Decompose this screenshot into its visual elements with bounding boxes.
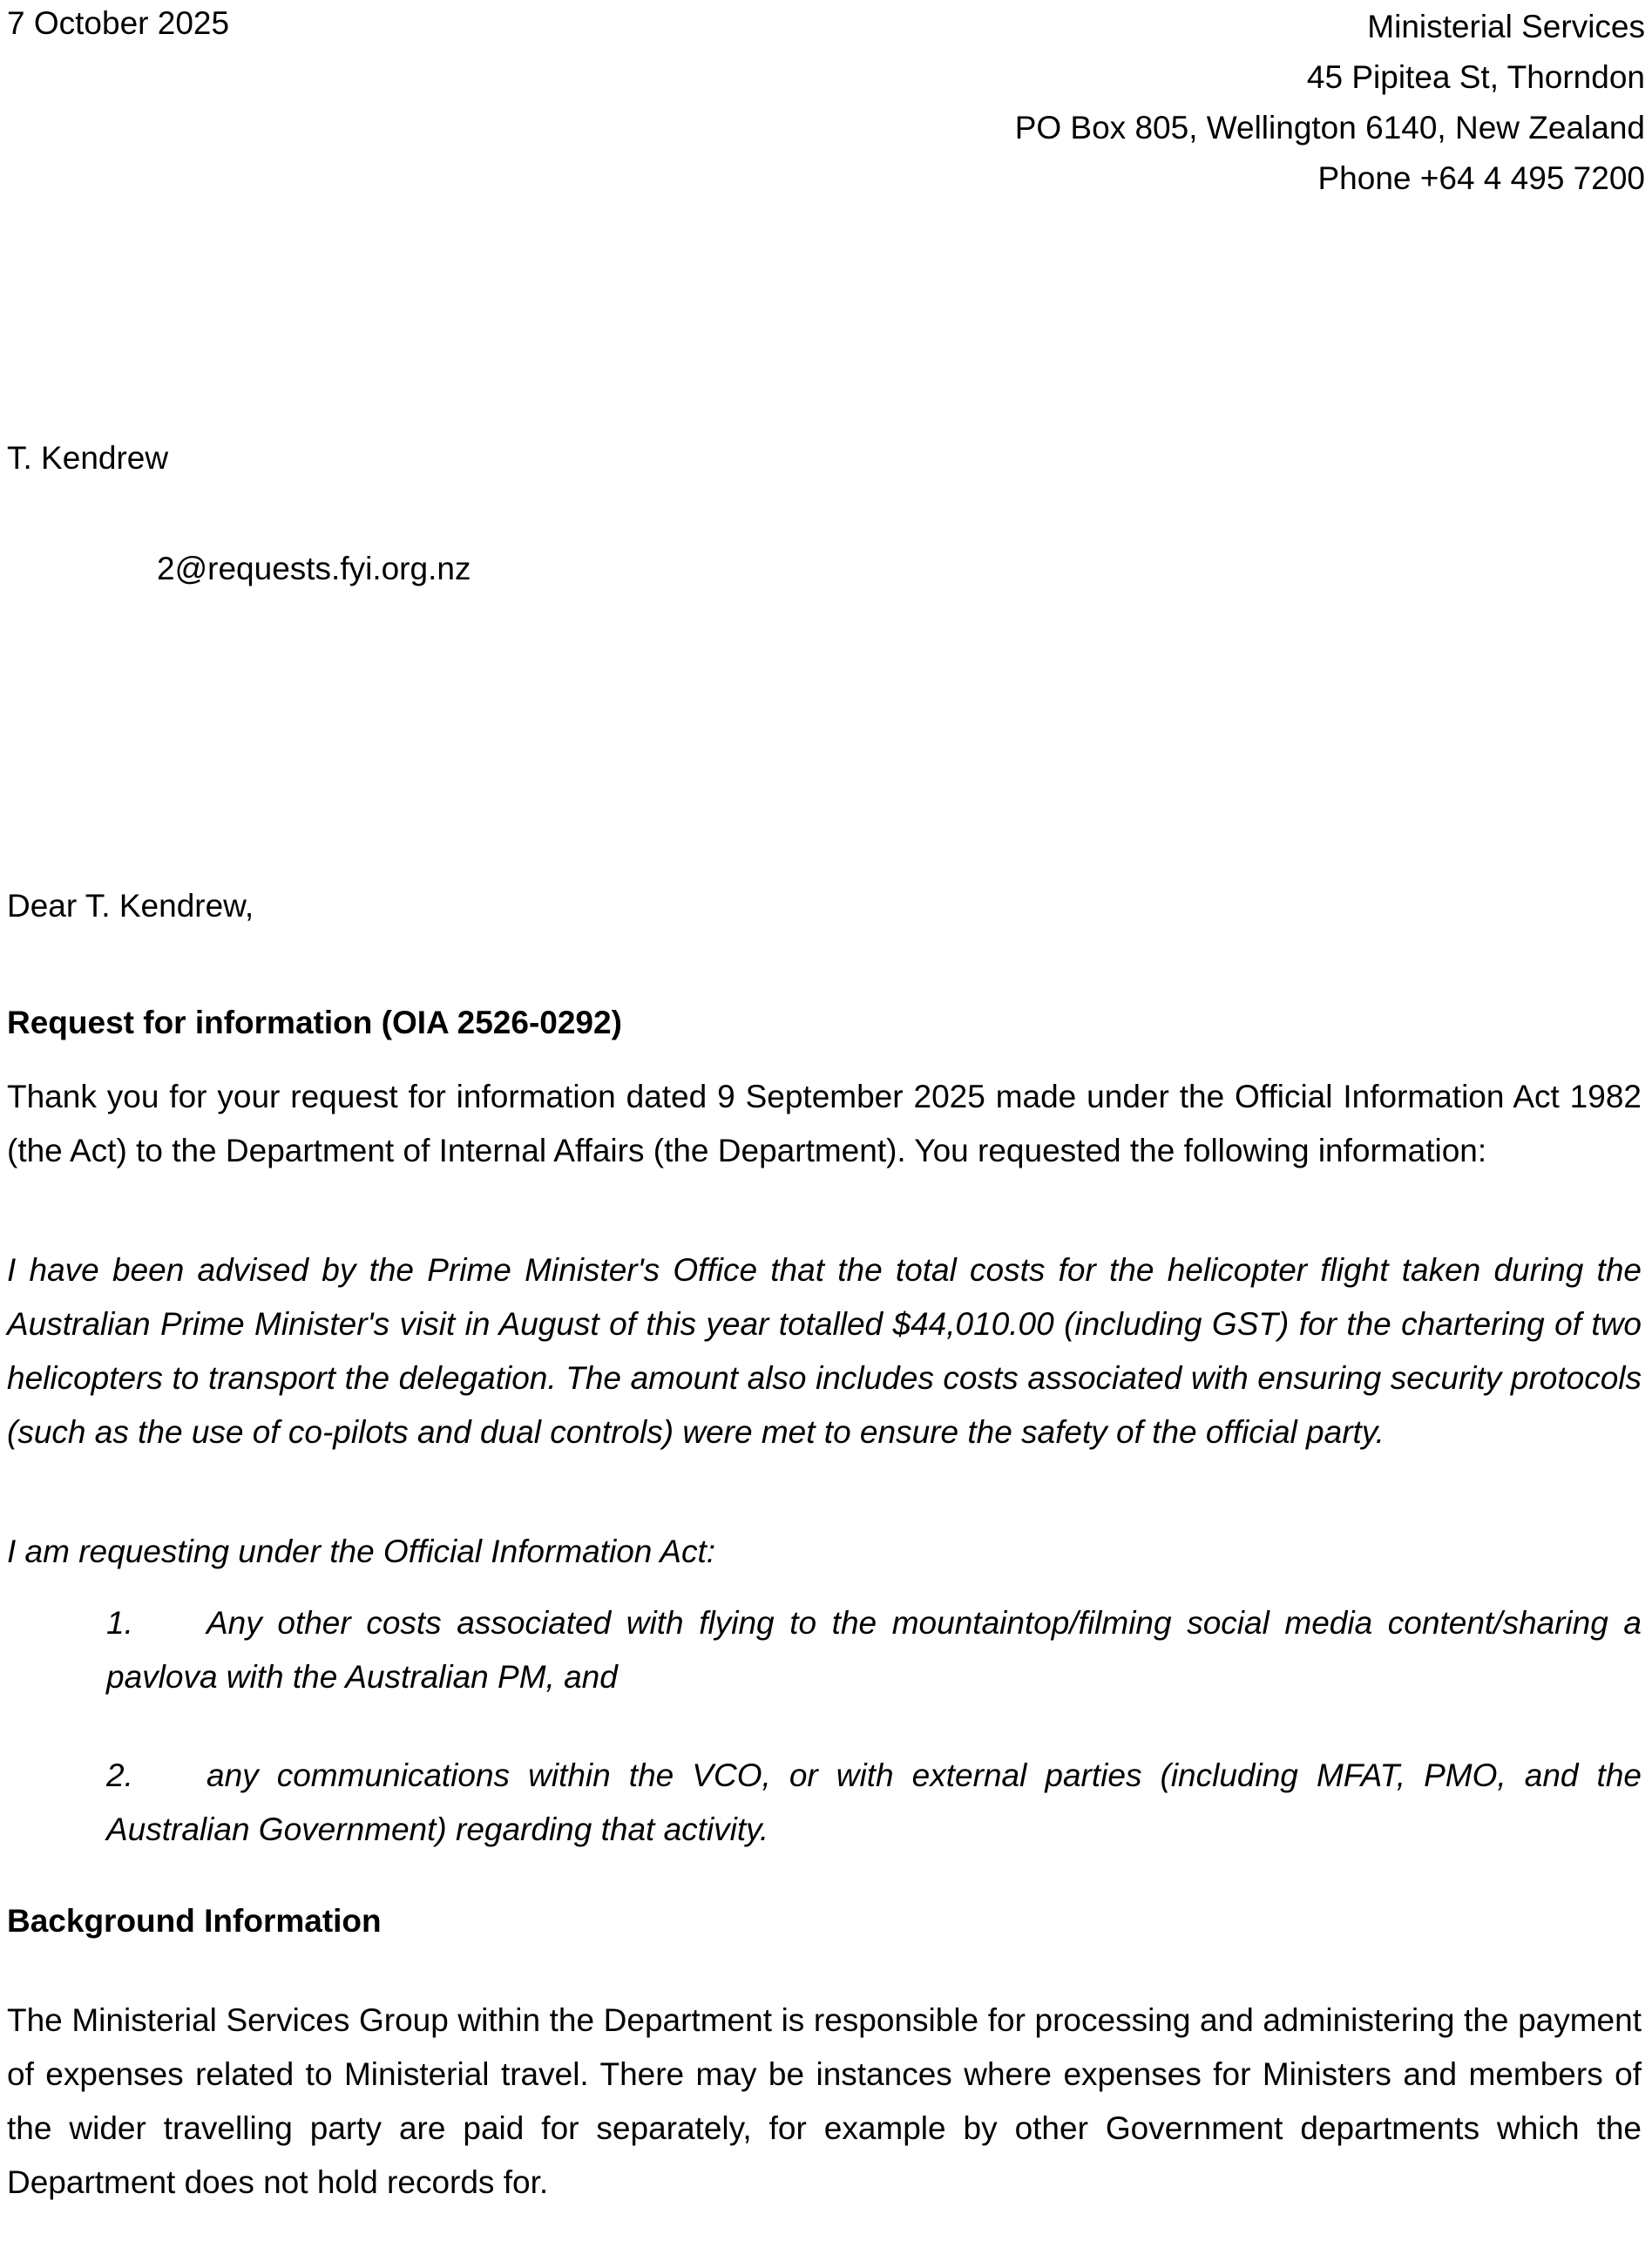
sender-po-box: PO Box 805, Wellington 6140, New Zealand: [1014, 110, 1645, 146]
request-item-text: any communications within the VCO, or with external parties (including MFAT, PMO, and the Australian Government) regarding that activity.: [106, 1757, 1642, 1847]
background-heading: Background Information: [7, 1903, 382, 1939]
sender-name: Ministerial Services: [1367, 9, 1645, 44]
sender-phone: Phone +64 4 495 7200: [1317, 160, 1645, 196]
letter-date: 7 October 2025: [7, 5, 230, 41]
quoted-request-paragraph: I have been advised by the Prime Minister's Office that the total costs for the helicopter flight taken during the Australian Prime Minister's visit in August of this year totalled $44,010.00 (including GST) for the chartering of two helicopters to transport the delegation. The amount also includes costs associated with ensuring security protocols (such as the use of co-pilots and dual controls) were met to ensure the safety of the official party.: [7, 1252, 1642, 1450]
background-paragraph: The Ministerial Services Group within the Department is responsible for processing and administering the payment of expenses related to Ministerial travel. There may be instances where expenses for Ministers and members of the wider travelling party are paid for separately, for example by other Government departments which the Department does not hold records for.: [7, 2002, 1642, 2200]
request-item-2: [106, 1749, 1642, 1857]
sender-address-block: [1015, 2, 1645, 204]
subject-heading: Request for information (OIA 2526-0292): [7, 1005, 622, 1040]
recipient-email: 2@requests.fyi.org.nz: [157, 551, 471, 586]
request-lead: I am requesting under the Official Information Act:: [7, 1534, 716, 1569]
salutation: Dear T. Kendrew,: [7, 888, 254, 924]
request-item-text: Any other costs associated with flying to the mountaintop/filming social media content/sharing a pavlova with the Australian PM, and: [106, 1605, 1642, 1695]
recipient-name: T. Kendrew: [7, 440, 169, 476]
sender-street: 45 Pipitea St, Thorndon: [1306, 59, 1645, 95]
request-item-number: 2.: [106, 1757, 133, 1793]
intro-paragraph: Thank you for your request for information dated 9 September 2025 made under the Official Information Act 1982 (the Act) to the Department of Internal Affairs (the Department). You requested the following information:: [7, 1079, 1642, 1168]
request-item-number: 1.: [106, 1605, 133, 1641]
request-item-1: [106, 1596, 1642, 1704]
